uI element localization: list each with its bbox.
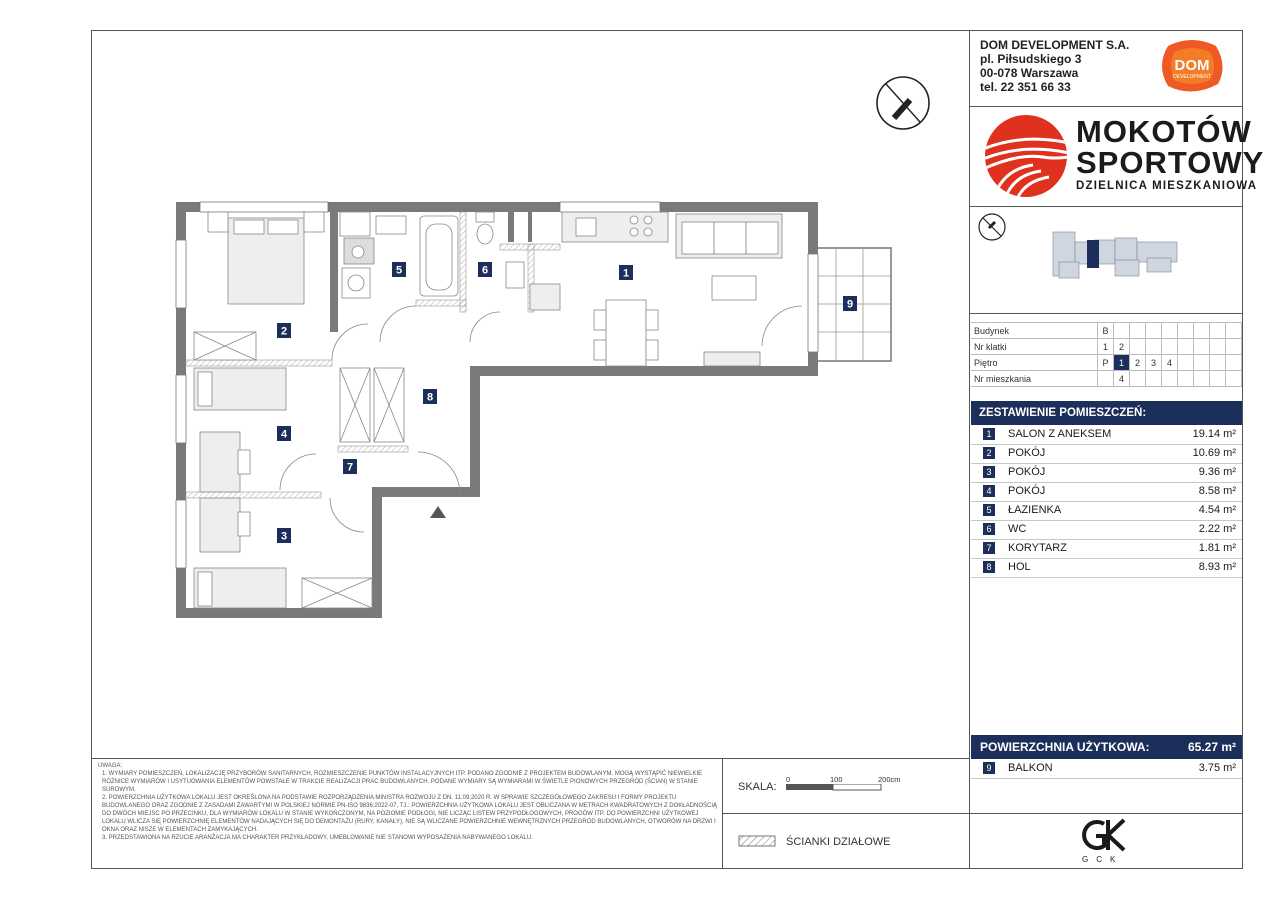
room-number: 6 [983, 523, 995, 535]
building-info-table [971, 322, 1242, 387]
rooms-header: ZESTAWIENIE POMIESZCZEŃ: [971, 401, 1242, 425]
apartment-highlight [1087, 240, 1099, 268]
room-name: HOL [1008, 561, 1031, 573]
total-area-bar [971, 735, 1242, 759]
room-area: 8.93 m² [1198, 561, 1236, 573]
room-row [971, 482, 1242, 502]
room-number: 5 [983, 504, 995, 516]
scale-bar [786, 784, 882, 792]
room-area: 4.54 m² [1198, 504, 1236, 516]
gck-divider [969, 813, 1243, 814]
scale-tick-0: 0 [786, 775, 791, 784]
room-tag-label: 7 [346, 461, 354, 474]
svg-text:DOM: DOM [1174, 57, 1210, 74]
company-address1: pl. Piłsudskiego 3 [980, 52, 1082, 66]
right-column-divider [969, 30, 970, 869]
kitchen-and-living [562, 212, 782, 366]
room-tag-label: 3 [280, 530, 288, 543]
project-title: MOKOTÓW SPORTOWY [1076, 114, 1265, 180]
room-row [971, 501, 1242, 521]
room-area: 2.22 m² [1198, 523, 1236, 535]
room-tag-label: 5 [395, 264, 403, 277]
furniture-room-3 [194, 498, 372, 608]
room-tag-label: 9 [846, 298, 854, 311]
room-name: POKÓJ [1008, 485, 1046, 497]
info-row-pietro: Piętro P 1 2 3 4 [971, 355, 1242, 371]
total-label: POWIERZCHNIA UŻYTKOWA: [980, 740, 1150, 754]
scale-tick-200: 200cm [878, 775, 901, 784]
balcony-row: 9 BALKON 3.75 m² [971, 759, 1242, 779]
compass-icon [877, 77, 929, 129]
company-phone: tel. 22 351 66 33 [980, 80, 1071, 94]
legend-label: ŚCIANKI DZIAŁOWE [786, 836, 891, 848]
room-area: 19.14 m² [1192, 428, 1236, 440]
room-row [971, 425, 1242, 445]
logo-divider [969, 206, 1243, 207]
info-row-mieszkanie: Nr mieszkania 4 [971, 371, 1242, 387]
project-subtitle: DZIELNICA MIESZKANIOWA [1076, 180, 1258, 192]
scale-tick-100: 100 [830, 775, 843, 784]
keyplan-divider [969, 313, 1243, 314]
room-tag-label: 6 [481, 264, 489, 277]
gck-logo-icon [1080, 818, 1136, 852]
company-address2: 00-078 Warszawa [980, 66, 1079, 80]
room-name: ŁAZIENKA [1008, 504, 1062, 516]
bathroom-fixtures [340, 212, 458, 298]
room-name: POKÓJ [1008, 466, 1046, 478]
scale-label: SKALA: [738, 781, 777, 793]
room-number: 4 [983, 485, 995, 497]
scale-divider [722, 813, 969, 814]
total-value: 65.27 m² [1187, 740, 1236, 754]
room-area: 1.81 m² [1198, 542, 1236, 554]
info-row-klatka: Nr klatki 1 2 [971, 339, 1242, 355]
room-name: WC [1008, 523, 1027, 535]
info-row-budynek: Budynek B [971, 323, 1242, 339]
room-number: 8 [983, 561, 995, 573]
room-row [971, 539, 1242, 559]
gck-letters: GCK [1082, 855, 1124, 864]
furniture-room-4 [194, 368, 404, 492]
room-tag-label: 8 [426, 391, 434, 404]
room-number: 3 [983, 466, 995, 478]
room-area: 9.36 m² [1198, 466, 1236, 478]
room-area: 10.69 m² [1192, 447, 1236, 459]
room-row [971, 520, 1242, 540]
room-row [971, 444, 1242, 464]
room-tag-label: 1 [622, 267, 630, 280]
room-number: 1 [983, 428, 995, 440]
partition-legend-swatch [738, 834, 776, 848]
company-info [980, 38, 1129, 94]
room-row [971, 463, 1242, 483]
room-row [971, 558, 1242, 578]
note-1: 1. WYMIARY POMIESZCZEŃ, LOKALIZACJĘ PRZYBORÓW SANITARNYCH, ROZMIESZCZENIE PUNKTÓW INSTALACYJNYCH ITP. PODANO ZGODNIE Z PROJEKTEM BUDOWLANYM. MOGĄ WYSTĄPIĆ NIEWIELKIE RÓŻNICE WYMIARÓW I USYTUOWANIA ELEMENTÓW POWSTAŁE W TRAKCIE REALIZACJI PRAC BUDOWLANYCH. PODANE WYMIARY SĄ WYMIARAMI W ŚWIETLE PIONOWYCH PRZEGRÓD (ŚCIAN) W STANIE SUROWYM. [102, 771, 703, 793]
building-outline [1053, 232, 1177, 278]
room-name: SALON Z ANEKSEM [1008, 428, 1112, 440]
note-2: 2. POWIERZCHNIA UŻYTKOWA LOKALU JEST OKREŚLONA NA PODSTAWIE ROZPORZĄDZENIA MINISTRA ROZWOJU Z DN. 11.09.2020 R. W SPRAWIE SZCZEGÓŁOWEGO ZAKRESU I FORMY PROJEKTU BUDOWLANEGO ORAZ ZGODNIE Z ZASADAMI ZAWARTYMI W POLSKIEJ NORMIE PN-ISO 9836:2022-07, TJ.: POWIERZCHNIA UŻYTKOWA LOKALU JEST OBLICZANA W METRACH KWADRATOWYCH Z DOKŁADNOŚCIĄ DO DWÓCH MIEJSC PO PRZECINKU, DLA WYMIARÓW LOKALU W STANIE WYKOŃCZONYM, NA POZIOMIE PODŁOGI, NIE LICZĄC LISTEW PRZYPODŁOGOWYCH, PROGÓW ITP. DO POWIERZCHNI UŻYTKOWEJ LOKALU WLICZA SIĘ POWIERZCHNIĘ ELEMENTÓW NADAJĄCYCH SIĘ DO DEMONTAŻU (RURY, KANAŁY), NIE SĄ WLICZANE POWIERZCHNIE WEWNĘTRZNYCH PRZEGRÓD BUDOWLANYCH, OTWORÓW NA DRZWI I OKNA ORAZ NISZE W ELEMENTACH ZAMYKAJĄCYCH. [102, 795, 717, 833]
entrance-arrow-icon [430, 506, 446, 518]
wc-fixtures [476, 212, 560, 310]
notes [98, 762, 718, 842]
room-tag-label: 2 [280, 325, 288, 338]
room-tag-label: 4 [280, 428, 288, 441]
room-name: KORYTARZ [1008, 542, 1067, 554]
dom-development-logo [1158, 38, 1226, 94]
key-plan [975, 210, 1240, 310]
mokotow-sportowy-logo-icon [983, 113, 1069, 199]
header-divider [969, 106, 1243, 107]
room-number: 7 [983, 542, 995, 554]
bed-room-2 [194, 212, 324, 360]
svg-text:DEVELOPMENT: DEVELOPMENT [1173, 74, 1211, 80]
note-3: 3. PRZEDSTAWIONA NA RZUCIE ARANŻACJA MA CHARAKTER PRZYKŁADOWY, UMEBLOWANIE NIE STANOWI WYPOSAŻENIA NABYWANEGO LOKALU. [102, 835, 533, 841]
notes-title: UWAGA: [98, 763, 123, 769]
room-area: 8.58 m² [1198, 485, 1236, 497]
room-name: POKÓJ [1008, 447, 1046, 459]
company-name: DOM DEVELOPMENT S.A. [980, 38, 1130, 52]
room-number: 2 [983, 447, 995, 459]
compass-small-icon [979, 214, 1005, 240]
